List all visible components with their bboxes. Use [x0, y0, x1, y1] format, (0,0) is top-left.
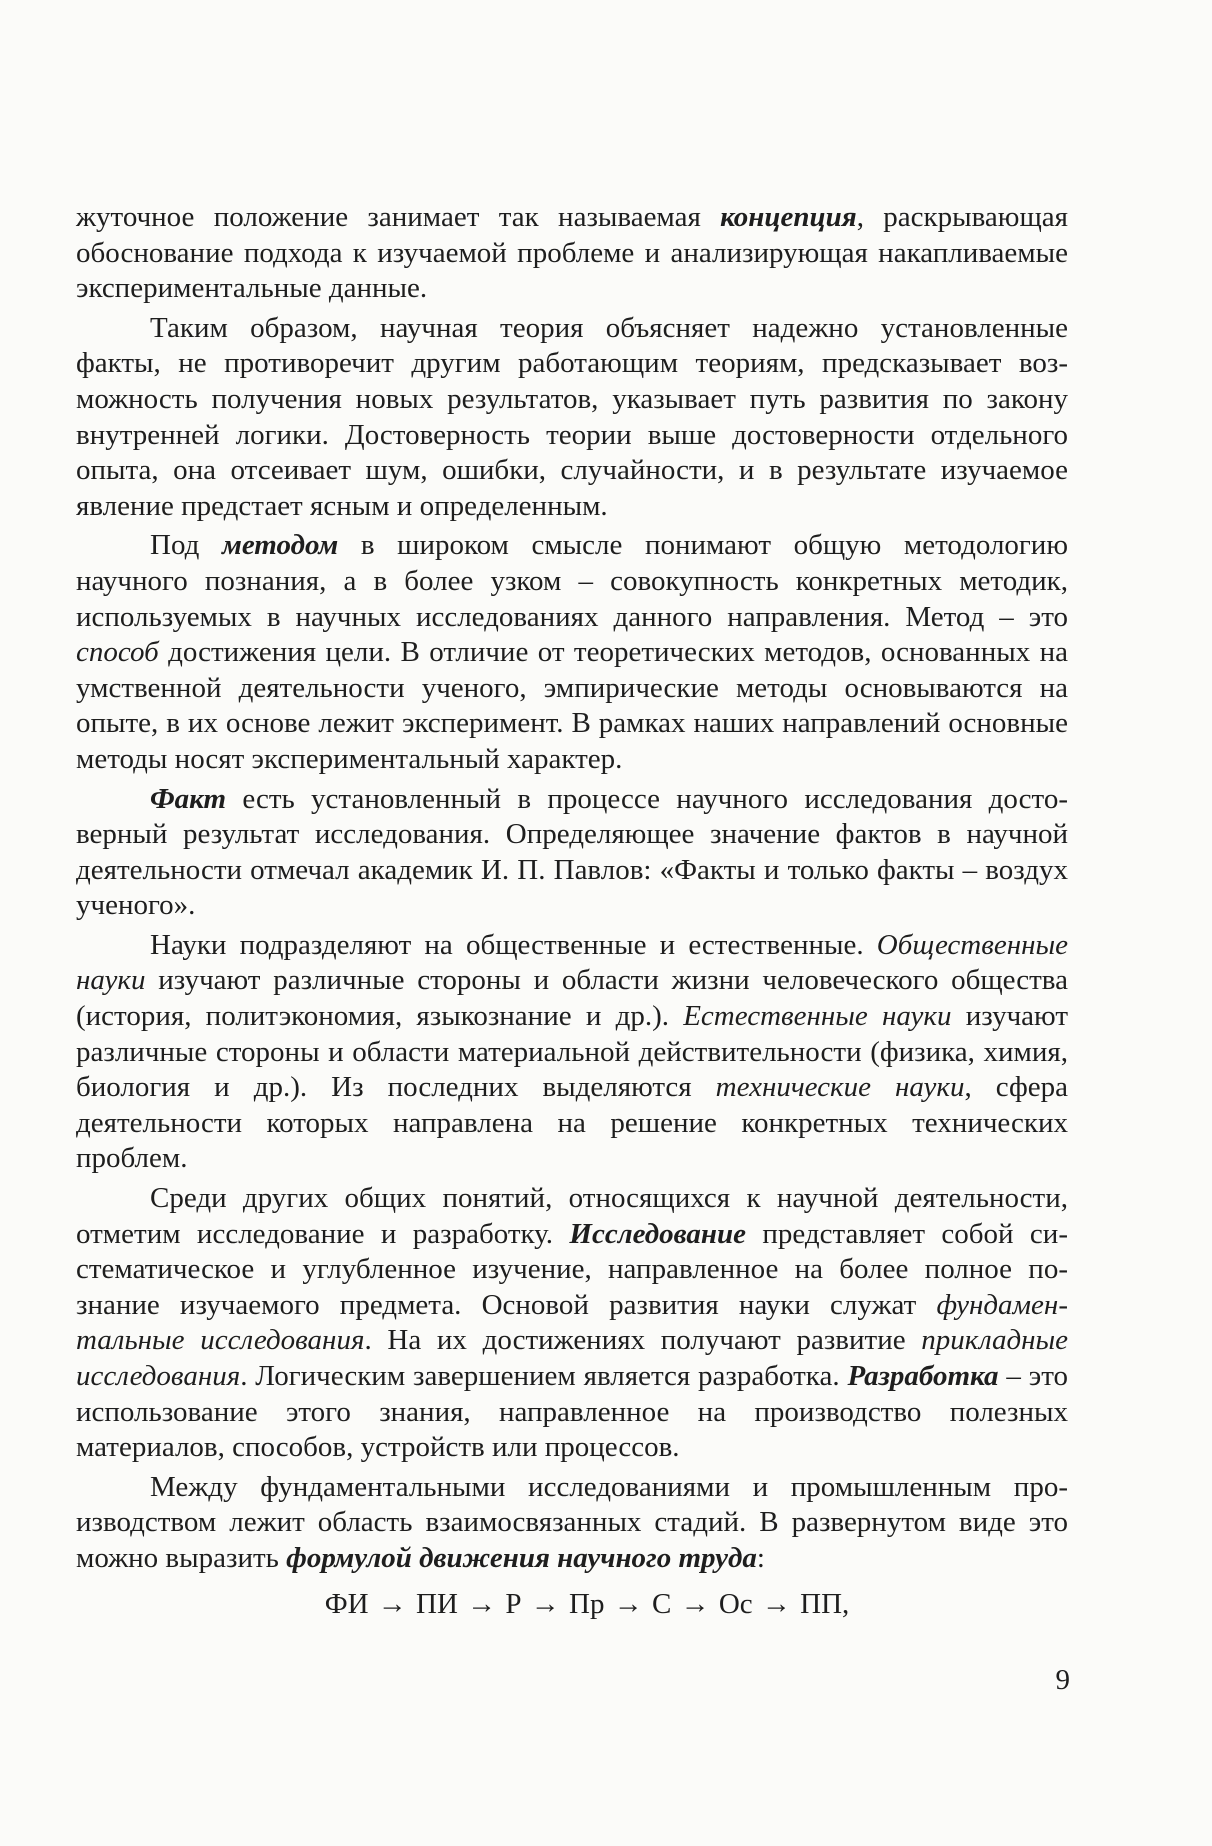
text-run: Между фундаментальными исследованиями и промышленным производством лежит область взаимосвязанных стадий. В развернутом виде это можно выразить: [76, 1470, 1068, 1574]
paragraph-theory: [76, 311, 1068, 525]
text-run: – это использование этого знания, направленное на производство полезных материалов, способов, устройств или процессов.: [76, 1360, 1068, 1464]
paragraph-fact: [76, 782, 1068, 924]
term-research: Исследование: [569, 1217, 746, 1250]
text-run: представляет собой систематическое и углубленное изучение, направленное на более полное познание изучаемого предмета. Основой развития науки служат: [76, 1217, 1068, 1321]
text-run: есть установленный в процессе научного исследования достоверный результат исследования. Определяющее значение фактов в научной деятельности отмечал академик И. П. Павлов: «Факты и только факты – воздух ученого».: [76, 782, 1068, 922]
formula-scientific-labor: ФИ → ПИ → Р → Пр → С → Ос → ПП,: [324, 1587, 850, 1620]
text-run: . На их достижениях получают развитие: [364, 1324, 922, 1357]
text-run: , сфера деятельности которых направлена на решение конкретных технических проблем.: [76, 1071, 1069, 1175]
term-social-sciences: Общественные науки: [76, 928, 1068, 997]
text-run: жуточное положение занимает так называемая: [76, 201, 721, 233]
text-run: :: [756, 1541, 765, 1574]
paragraph-method: [76, 528, 1068, 777]
paragraph-sciences: [76, 928, 1068, 1177]
text-run: изучают различные стороны и области материальной действительности (физика, химия, биология и др.). Из последних выделяются: [76, 1000, 1068, 1104]
text-run: . Логическим завершением является разработка.: [240, 1360, 848, 1392]
term-fact: Факт: [150, 782, 227, 815]
term-applied-research: прикладные исследования: [76, 1324, 1069, 1392]
text-run: изучают различные стороны и области жизни человеческого общества (история, политэкономия, языкознание и др.).: [76, 964, 1068, 1033]
term-natural-sciences: Естественные науки: [683, 1000, 952, 1033]
paragraph-research: [76, 1181, 1068, 1466]
text-run: в широком смысле понимают общую методологию научного познания, а в более узком – совокупность конкретных методик, используемых в научных исследованиях данного направления. Метод – это: [76, 529, 1068, 633]
term-method: методом: [221, 529, 339, 562]
text-run: Науки подразделяют на общественные и естественные.: [150, 928, 877, 961]
term-concept: концепция: [720, 201, 857, 233]
text-run: , раскрывающая обоснование подхода к изучаемой проблеме и анализирующая накапливаемые экспериментальные данные.: [76, 201, 1068, 305]
term-way: способ: [76, 636, 159, 669]
term-development: Разработка: [847, 1360, 999, 1392]
text-run: Под: [150, 529, 222, 562]
term-technical-sciences: технические науки: [715, 1071, 965, 1104]
term-formula: формулой движения научного труда: [286, 1541, 757, 1574]
text-run: достижения цели. В отличие от теоретических методов, основанных на умственной деятельности ученого, эмпирические методы основываются на опыте, в их основе лежит эксперимент. В рамках наших направлений основные методы носят экспериментальный характер.: [76, 636, 1068, 775]
paragraph-concept: [76, 200, 1068, 307]
term-fundamental-research: фундаментальные исследования: [76, 1288, 1068, 1357]
paragraph-formula-intro: [76, 1470, 1068, 1577]
text-run: Среди других общих понятий, относящихся к научной деятельности, отметим исследование и разработку.: [76, 1182, 1068, 1250]
page-number: 9: [1055, 1664, 1070, 1696]
text-run: Таким образом, научная теория объясняет надежно установленные факты, не противоречит другим работающим теориям, предсказывает возможность получения новых результатов, указывает путь развития по закону внутренней логики. Достоверность теории выше достоверности отдельного опыта, она отсеивает шум, ошибки, случайности, и в результате изучаемое явление предстает ясным и определенным.: [76, 311, 1068, 522]
